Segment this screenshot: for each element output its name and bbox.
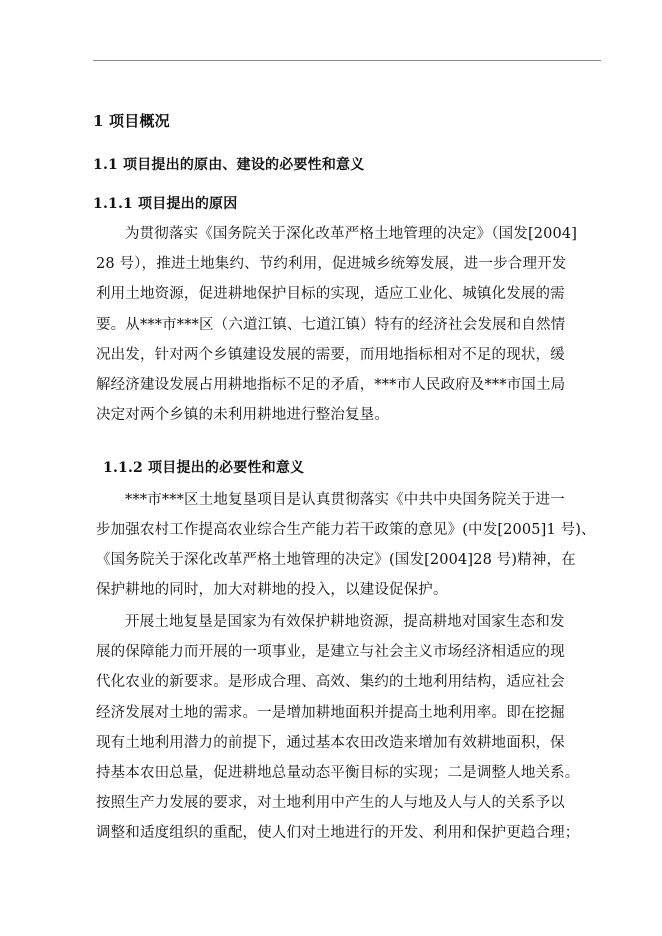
- paragraph-line: 代化农业的新要求。是形成合理、高效、集约的土地利用结构，适应社会: [96, 674, 565, 690]
- header-rule: [93, 60, 601, 61]
- paragraph-line: 《国务院关于深化改革严格土地管理的决定》(国发[2004]28 号)精神，在: [96, 552, 576, 568]
- paragraph-line: 经济发展对土地的需求。一是增加耕地面积并提高土地利用率。即在挖掘: [96, 705, 565, 721]
- subsection-heading-necessity: 1.1.2 项目提出的必要性和意义: [103, 460, 305, 476]
- paragraph-line: 开展土地复垦是国家为有效保护耕地资源，提高耕地对国家生态和发: [125, 614, 565, 630]
- paragraph-line: 利用土地资源，促进耕地保护目标的实现，适应工业化、城镇化发展的需: [96, 286, 565, 302]
- paragraph-line: 持基本农田总量，促进耕地总量动态平衡目标的实现；二是调整人地关系。: [96, 765, 580, 781]
- paragraph-line: 决定对两个乡镇的未利用耕地进行整治复垦。: [96, 407, 389, 423]
- paragraph-line: 解经济建设发展占用耕地指标不足的矛盾，***市人民政府及***市国土局: [96, 377, 566, 393]
- paragraph-line: ***市***区土地复垦项目是认真贯彻落实《中共中央国务院关于进一: [125, 492, 565, 508]
- paragraph-line: 要。从***市***区（六道江镇、七道江镇）特有的经济社会发展和自然情: [96, 317, 566, 333]
- paragraph-line: 28 号），推进土地集约、节约利用，促进城乡统筹发展，进一步合理开发: [96, 256, 567, 272]
- paragraph-line: 保护耕地的同时，加大对耕地的投入，以建设促保护。: [96, 582, 448, 598]
- paragraph-line: 展的保障能力而开展的一项事业，是建立与社会主义市场经济相适应的现: [96, 644, 565, 660]
- section-heading: 1.1 项目提出的原由、建设的必要性和意义: [93, 157, 365, 173]
- paragraph-line: 现有土地利用潜力的前提下，通过基本农田改造来增加有效耕地面积，保: [96, 735, 565, 751]
- paragraph-line: 调整和适度组织的重配，使人们对土地进行的开发、利用和保护更趋合理；: [96, 825, 580, 841]
- paragraph-line: 为贯彻落实《国务院关于深化改革严格土地管理的决定》（国发[2004]: [125, 226, 578, 242]
- paragraph-line: 步加强农村工作提高农业综合生产能力若干政策的意见》(中发[2005]1 号)、: [96, 522, 596, 538]
- chapter-heading: 1 项目概况: [93, 112, 170, 130]
- subsection-heading-reason: 1.1.1 项目提出的原因: [93, 196, 238, 212]
- paragraph-line: 按照生产力发展的要求，对土地利用中产生的人与地及人与人的关系予以: [96, 795, 565, 811]
- paragraph-line: 况出发，针对两个乡镇建设发展的需要，而用地指标相对不足的现状，缓: [96, 347, 565, 363]
